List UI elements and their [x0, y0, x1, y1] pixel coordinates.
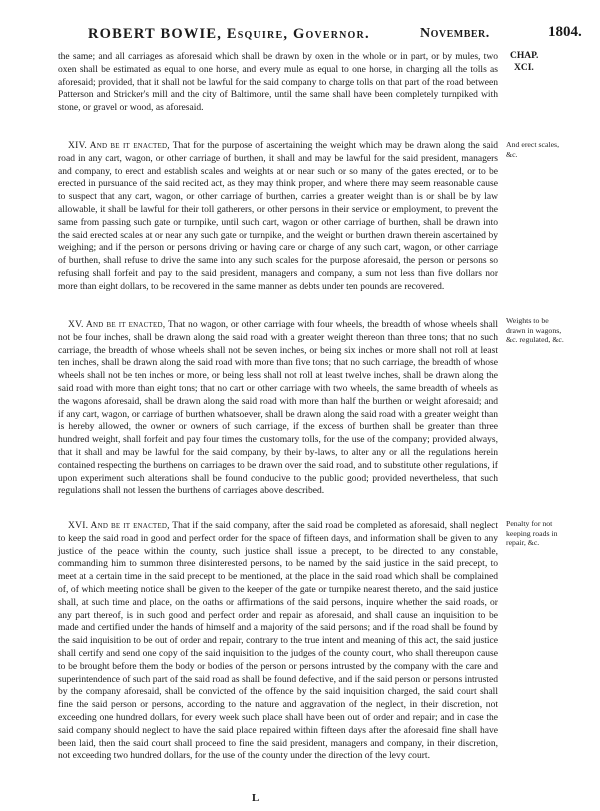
chapter-label: CHAP.	[510, 51, 539, 61]
section-heading: XV. And be it enacted,	[68, 319, 166, 330]
signature-mark: L	[252, 792, 260, 804]
section-heading: XIV. And be it enacted,	[68, 140, 170, 151]
margin-note-xv: Weights to be drawn in wagons, &c. regulated, &c.	[506, 316, 564, 344]
header-month: November.	[420, 26, 490, 41]
header-year: 1804.	[548, 24, 582, 40]
section-text: That no wagon, or other carriage with four wheels, the breadth of whose wheels shall not be four inches, shall be drawn along the said road with a greater weight thereon than three tons; that no such carriage, the breadth of whose wheels shall not be seven inches, or being six inches or more shall not roll at least ten inches, shall be drawn along the said road with more than five tons; that no such carriage, the breadth of whose wheels shall not be ten inches or more, or being less shall not roll at least twelve inches, shall be drawn along the said road with more than eight tons; that no cart or other carriage with two wheels, the same breadth of wheels as the wagons aforesaid, shall be drawn along the said road with more than half the burthen or weight aforesaid; and if any cart, wagon, or carriage of burthen whatsoever, shall be drawn along the said road with a greater weight than is hereby allowed, the owner or owners of such carriage, if the excess of burthen shall be greater than three hundred weight, shall forfeit and pay four times the customary tolls, for the use of the company; provided always, that it shall and may be lawful for the said company, by their by-laws, to alter any or all the regulations herein contained respecting the burthens on carriages to be drawn over the said road, and to substitute other regulations, if upon experiment such alterations shall be found conducive to the public good; provided nevertheless, that such regulations shall not lessen the burthens of carriages above described.	[58, 319, 498, 497]
section-heading: XVI. And be it enacted,	[68, 520, 170, 531]
margin-note-xiv: And erect scales, &c.	[506, 140, 560, 159]
section-xiv	[58, 140, 498, 294]
section-xv	[58, 319, 498, 498]
chapter-number: XCI.	[514, 63, 534, 73]
section-text: That for the purpose of ascertaining the weight which may be drawn along the said road in any cart, wagon, or other carriage of burthen, it shall and may be lawful for the said president, managers and company, to erect and establish scales and weights at or near such or so many of the gates erected, or to be erected in pursuance of the said recited act, as they may think proper, and where there may seem reasonable cause to suspect that any cart, wagon, or other carriage of burthen, carries a greater weight than is or shall be by law allowable, it shall be lawful for their toll gatherers, or other persons in their service or employment, to prevent the same from passing such gate or turnpike, until such cart, wagon or other carriage of burthen, shall be drawn into the said erected scales at or near any such gate or turnpike, and the weight or burthen drawn therein ascertained by weighing; and if the person or persons driving or having care or charge of any such cart, wagon, or other carriage of burthen, shall refuse to drive the same into any such scales for the purpose aforesaid, the person or persons so refusing shall forfeit and pay to the said president, managers and company, a sum not less than five dollars nor more than eight dollars, to be recovered in the same manner as debts under ten pounds are recovered.	[58, 140, 498, 292]
running-header	[58, 24, 598, 46]
chapter-marker	[510, 50, 538, 74]
margin-note-xvi: Penalty for not keeping roads in repair, &c.	[506, 519, 558, 547]
header-title: ROBERT BOWIE, Esquire, Governor.	[88, 26, 370, 42]
section-xvi	[58, 520, 498, 763]
intro-paragraph: the same; and all carriages as aforesaid which shall be drawn by oxen in the whole or in part, or by mules, two oxen shall be estimated as equal to one horse, and every mule as equal to one horse, in charging all the tolls as aforesaid; provided, that it shall not be lawful for the said company to charge tolls on that part of the road between Patterson and Stricker's mill and the city of Baltimore, until the same shall have been completely turnpiked with stone, or gravel or wood, as aforesaid.	[58, 51, 498, 114]
section-text: That if the said company, after the said road be completed as aforesaid, shall neglect to keep the said road in good and perfect order for the space of fifteen days, and information shall be given to any justice of the peace within the county, such justice shall issue a precept, to be directed to any constable, commanding him to summon three disinterested persons, to be named by the said justice in the said precept, to meet at a certain time in the said precept to be mentioned, at the place in the said road which shall be complained of, of which meeting notice shall be given to the keeper of the gate or turnpike nearest thereto, and the said justice shall, at such time and place, on the oaths or affirmations of the said persons, inquire whether the said roads, or any part thereof, is in such good and perfect order and repair as aforesaid, and shall cause an inquisition to be made and certified under the hands of himself and a majority of the said persons; and if the road shall be found by the said inquisition to be out of order and repair, contrary to the true intent and meaning of this act, the said justice shall certify and send one copy of the said inquisition to the judges of the county court, who shall thereupon cause to be brought before them the body or bodies of the person or persons intrusted by the company with the care and superintendence of such part of the said road as shall be found defective, and if the said person or persons intrusted by the company aforesaid, shall be convicted of the offence by the said inquisition charged, the said court shall fine the said person or persons, according to the nature and aggravation of the neglect, in their discretion, not exceeding one hundred dollars, for every week such place shall have been out of order and repair; and in case the said company should neglect to have the said place repaired within fifteen days after the aforesaid fine shall have been laid, then the said court shall proceed to fine the said president, managers and company, in their discretion, not exceeding two hundred dollars, for the use of the county under the direction of the levy court.	[58, 520, 498, 762]
